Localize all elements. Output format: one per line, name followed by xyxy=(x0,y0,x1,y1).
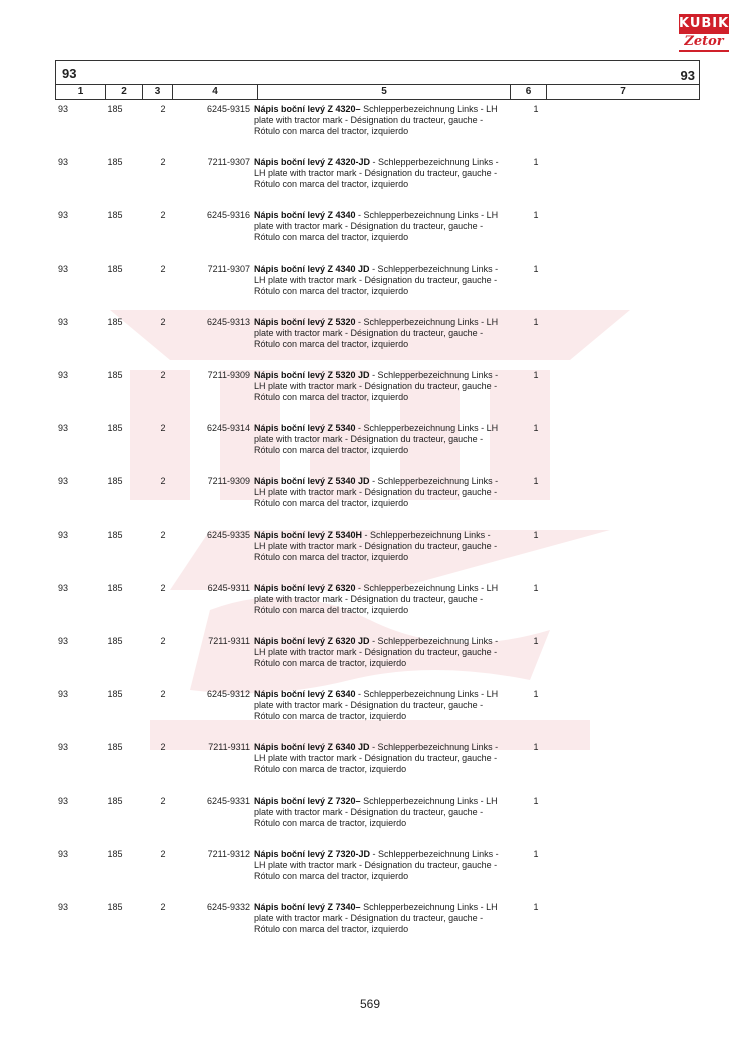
part-name: Nápis boční levý Z 5340 xyxy=(254,423,356,434)
column-header-1: 1 xyxy=(56,84,106,99)
part-name: Nápis boční levý Z 6340 xyxy=(254,689,356,700)
part-name: Nápis boční levý Z 5320 xyxy=(254,316,356,327)
part-description: - Schlepperbezeichnung Links - LH plate with tractor mark - Désignation du tracteur, gauche - Rótulo con marca del tractor, izquierdo xyxy=(254,582,499,615)
cell-section: 93 xyxy=(58,848,69,859)
cell-figure: 185 xyxy=(107,210,123,221)
part-name: Nápis boční levý Z 5320 JD xyxy=(254,370,370,380)
part-description: - Schlepperbezeichnung Links - LH plate with tractor mark - Désignation du tracteur, gauche - Rótulo con marca del tractor, izquierdo xyxy=(254,157,499,190)
cell-quantity: 1 xyxy=(533,902,539,912)
cell-section: 93 xyxy=(58,210,69,221)
part-name: Nápis boční levý Z 6320 JD xyxy=(254,636,370,646)
section-number-right: 93 xyxy=(680,68,695,83)
part-name: Nápis boční levý Z 4340 JD xyxy=(254,263,370,274)
cell-quantity: 1 xyxy=(533,795,539,806)
cell-quantity: 1 xyxy=(533,848,539,859)
part-name: Nápis boční levý Z 6320 xyxy=(254,582,356,593)
part-description: - Schlepperbezeichnung Links - LH plate with tractor mark - Désignation du tracteur, gauche - Rótulo con marca del tractor, izquierdo xyxy=(254,848,499,881)
part-name: Nápis boční levý Z 4320-JD xyxy=(254,157,371,168)
table-row xyxy=(0,210,743,262)
column-header-2: 2 xyxy=(106,84,143,99)
cell-description xyxy=(254,530,502,563)
section-number-left: 93 xyxy=(62,66,77,81)
cell-part-number: 6245-9314 xyxy=(206,423,250,434)
part-description: - Schlepperbezeichnung Links - LH plate with tractor mark - Désignation du tracteur, gauche - Rótulo con marca del tractor, izquierdo xyxy=(254,370,499,402)
table-header xyxy=(55,60,700,100)
logo-zetor-text: Zetor xyxy=(679,34,729,52)
table-row xyxy=(0,530,743,582)
part-name: Nápis boční levý Z 5340H xyxy=(254,529,363,540)
cell-part-number: 6245-9311 xyxy=(207,582,250,593)
cell-quantity: 1 xyxy=(533,476,539,487)
table-row xyxy=(0,849,743,901)
cell-position: 2 xyxy=(160,316,166,327)
kubik-zetor-logo xyxy=(679,14,729,60)
cell-part-number: 6245-9331 xyxy=(206,795,250,806)
cell-quantity: 1 xyxy=(533,529,539,540)
cell-quantity: 1 xyxy=(533,263,539,274)
cell-quantity: 1 xyxy=(533,104,539,114)
cell-part-number: 6245-9312 xyxy=(206,689,250,700)
part-name: Nápis boční levý Z 4340 xyxy=(254,210,356,221)
part-name: Nápis boční levý Z 7340– xyxy=(254,902,361,912)
cell-section: 93 xyxy=(58,582,69,593)
cell-quantity: 1 xyxy=(533,582,539,593)
cell-position: 2 xyxy=(160,636,166,646)
cell-description xyxy=(254,264,502,297)
cell-figure: 185 xyxy=(107,636,123,646)
cell-part-number: 7211-9309 xyxy=(207,370,250,380)
cell-section: 93 xyxy=(58,157,69,168)
cell-position: 2 xyxy=(160,848,166,859)
cell-part-number: 7211-9307 xyxy=(207,263,250,274)
cell-figure: 185 xyxy=(107,795,123,806)
table-row xyxy=(0,423,743,475)
cell-quantity: 1 xyxy=(533,157,539,168)
table-row xyxy=(0,370,743,422)
table-row xyxy=(0,796,743,848)
cell-description xyxy=(254,902,502,935)
cell-position: 2 xyxy=(160,370,166,380)
cell-part-number: 6245-9335 xyxy=(206,529,250,540)
cell-section: 93 xyxy=(58,529,69,540)
part-description: - Schlepperbezeichnung Links - LH plate with tractor mark - Désignation du tracteur, gauche - Rótulo con marca del tractor, izquierdo xyxy=(254,263,499,296)
part-description: - Schlepperbezeichnung Links - LH plate with tractor mark - Désignation du tracteur, gauche - Rótulo con marca del tractor, izquierdo xyxy=(254,529,498,562)
cell-figure: 185 xyxy=(107,848,123,859)
section-header-bar xyxy=(56,61,699,85)
cell-quantity: 1 xyxy=(533,210,539,221)
cell-position: 2 xyxy=(160,529,166,540)
cell-part-number: 6245-9332 xyxy=(206,902,250,912)
cell-figure: 185 xyxy=(107,423,123,434)
part-description: - Schlepperbezeichnung Links - LH plate with tractor mark - Désignation du tracteur, gauche - Rótulo con marca de tractor, izquierdo xyxy=(254,689,499,722)
cell-figure: 185 xyxy=(107,689,123,700)
cell-description xyxy=(254,317,502,350)
cell-part-number: 6245-9315 xyxy=(206,104,250,114)
cell-description xyxy=(254,157,502,190)
table-row xyxy=(0,264,743,316)
cell-description xyxy=(254,796,502,829)
page-number: 569 xyxy=(359,997,381,1011)
cell-part-number: 7211-9311 xyxy=(208,636,250,646)
cell-figure: 185 xyxy=(107,104,123,114)
part-name: Nápis boční levý Z 6340 JD xyxy=(254,742,370,753)
cell-figure: 185 xyxy=(107,529,123,540)
cell-figure: 185 xyxy=(107,370,123,380)
cell-description xyxy=(254,476,502,509)
cell-part-number: 7211-9312 xyxy=(207,848,250,859)
part-name: Nápis boční levý Z 7320-JD xyxy=(254,848,371,859)
cell-description xyxy=(254,104,502,137)
cell-section: 93 xyxy=(58,689,69,700)
column-header-6: 6 xyxy=(511,84,547,99)
cell-part-number: 7211-9307 xyxy=(207,157,250,168)
cell-part-number: 6245-9316 xyxy=(206,210,250,221)
table-row xyxy=(0,742,743,794)
cell-description xyxy=(254,742,502,775)
cell-position: 2 xyxy=(160,795,166,806)
part-description: - Schlepperbezeichnung Links - LH plate with tractor mark - Désignation du tracteur, gauche - Rótulo con marca del tractor, izquierdo xyxy=(254,210,499,243)
cell-quantity: 1 xyxy=(533,370,539,380)
cell-description xyxy=(254,689,502,722)
part-name: Nápis boční levý Z 5340 JD xyxy=(254,476,370,487)
cell-position: 2 xyxy=(160,689,166,700)
cell-part-number: 6245-9313 xyxy=(206,316,250,327)
cell-figure: 185 xyxy=(107,742,123,753)
part-description: - Schlepperbezeichnung Links - LH plate with tractor mark - Désignation du tracteur, gauche - Rótulo con marca del tractor, izquierdo xyxy=(254,423,499,456)
cell-quantity: 1 xyxy=(533,423,539,434)
cell-description xyxy=(254,423,502,456)
cell-quantity: 1 xyxy=(533,742,539,753)
cell-section: 93 xyxy=(58,902,69,912)
cell-section: 93 xyxy=(58,795,69,806)
column-headers xyxy=(56,84,699,99)
cell-quantity: 1 xyxy=(533,316,539,327)
cell-description xyxy=(254,370,502,403)
cell-section: 93 xyxy=(58,316,69,327)
part-description: - Schlepperbezeichnung Links - LH plate with tractor mark - Désignation du tracteur, gauche - Rótulo con marca del tractor, izquierdo xyxy=(254,316,499,349)
cell-position: 2 xyxy=(160,157,166,168)
cell-section: 93 xyxy=(58,104,69,114)
cell-description xyxy=(254,210,502,243)
cell-quantity: 1 xyxy=(533,689,539,700)
table-row xyxy=(0,583,743,635)
cell-position: 2 xyxy=(160,263,166,274)
column-header-7: 7 xyxy=(620,86,626,97)
table-row xyxy=(0,157,743,209)
cell-description xyxy=(254,636,502,669)
part-description: - Schlepperbezeichnung Links - LH plate with tractor mark - Désignation du tracteur, gauche - Rótulo con marca de tractor, izquierdo xyxy=(254,636,499,668)
logo-kubik-text: KUBIK xyxy=(679,14,729,34)
part-description: - Schlepperbezeichnung Links - LH plate with tractor mark - Désignation du tracteur, gauche - Rótulo con marca de tractor, izquierdo xyxy=(254,742,499,775)
cell-section: 93 xyxy=(58,423,69,434)
part-description: - Schlepperbezeichnung Links - LH plate with tractor mark - Désignation du tracteur, gauche - Rótulo con marca del tractor, izquierdo xyxy=(254,476,499,509)
cell-part-number: 7211-9311 xyxy=(208,742,250,753)
cell-section: 93 xyxy=(58,636,69,646)
part-description: Schlepperbezeichnung Links - LH plate with tractor mark - Désignation du tracteur, gauche - Rótulo con marca del tractor, izquierdo xyxy=(254,902,498,934)
table-row xyxy=(0,476,743,528)
cell-position: 2 xyxy=(160,104,166,114)
cell-figure: 185 xyxy=(107,582,123,593)
cell-section: 93 xyxy=(58,476,69,487)
cell-figure: 185 xyxy=(107,263,123,274)
column-header-3: 3 xyxy=(143,84,173,99)
cell-section: 93 xyxy=(58,742,69,753)
part-name: Nápis boční levý Z 7320– xyxy=(254,795,361,806)
table-row xyxy=(0,104,743,156)
table-row xyxy=(0,317,743,369)
table-row xyxy=(0,636,743,688)
table-row xyxy=(0,902,743,954)
cell-position: 2 xyxy=(160,742,166,753)
part-description: Schlepperbezeichnung Links - LH plate with tractor mark - Désignation du tracteur, gauche - Rótulo con marca del tractor, izquierdo xyxy=(254,104,498,136)
cell-position: 2 xyxy=(160,902,166,912)
cell-description xyxy=(254,849,502,882)
cell-position: 2 xyxy=(160,210,166,221)
cell-position: 2 xyxy=(160,476,166,487)
cell-position: 2 xyxy=(160,582,166,593)
cell-figure: 185 xyxy=(107,476,123,487)
table-row xyxy=(0,689,743,741)
cell-part-number: 7211-9309 xyxy=(207,476,250,487)
cell-position: 2 xyxy=(160,423,166,434)
column-header-4: 4 xyxy=(173,84,258,99)
part-description: Schlepperbezeichnung Links - LH plate with tractor mark - Désignation du tracteur, gauche - Rótulo con marca de tractor, izquierdo xyxy=(254,795,498,828)
column-header-5: 5 xyxy=(258,84,511,99)
cell-figure: 185 xyxy=(107,316,123,327)
cell-description xyxy=(254,583,502,616)
part-name: Nápis boční levý Z 4320– xyxy=(254,104,361,114)
cell-quantity: 1 xyxy=(533,636,539,646)
cell-section: 93 xyxy=(58,263,69,274)
cell-figure: 185 xyxy=(107,157,123,168)
cell-section: 93 xyxy=(58,370,69,380)
cell-figure: 185 xyxy=(107,902,123,912)
